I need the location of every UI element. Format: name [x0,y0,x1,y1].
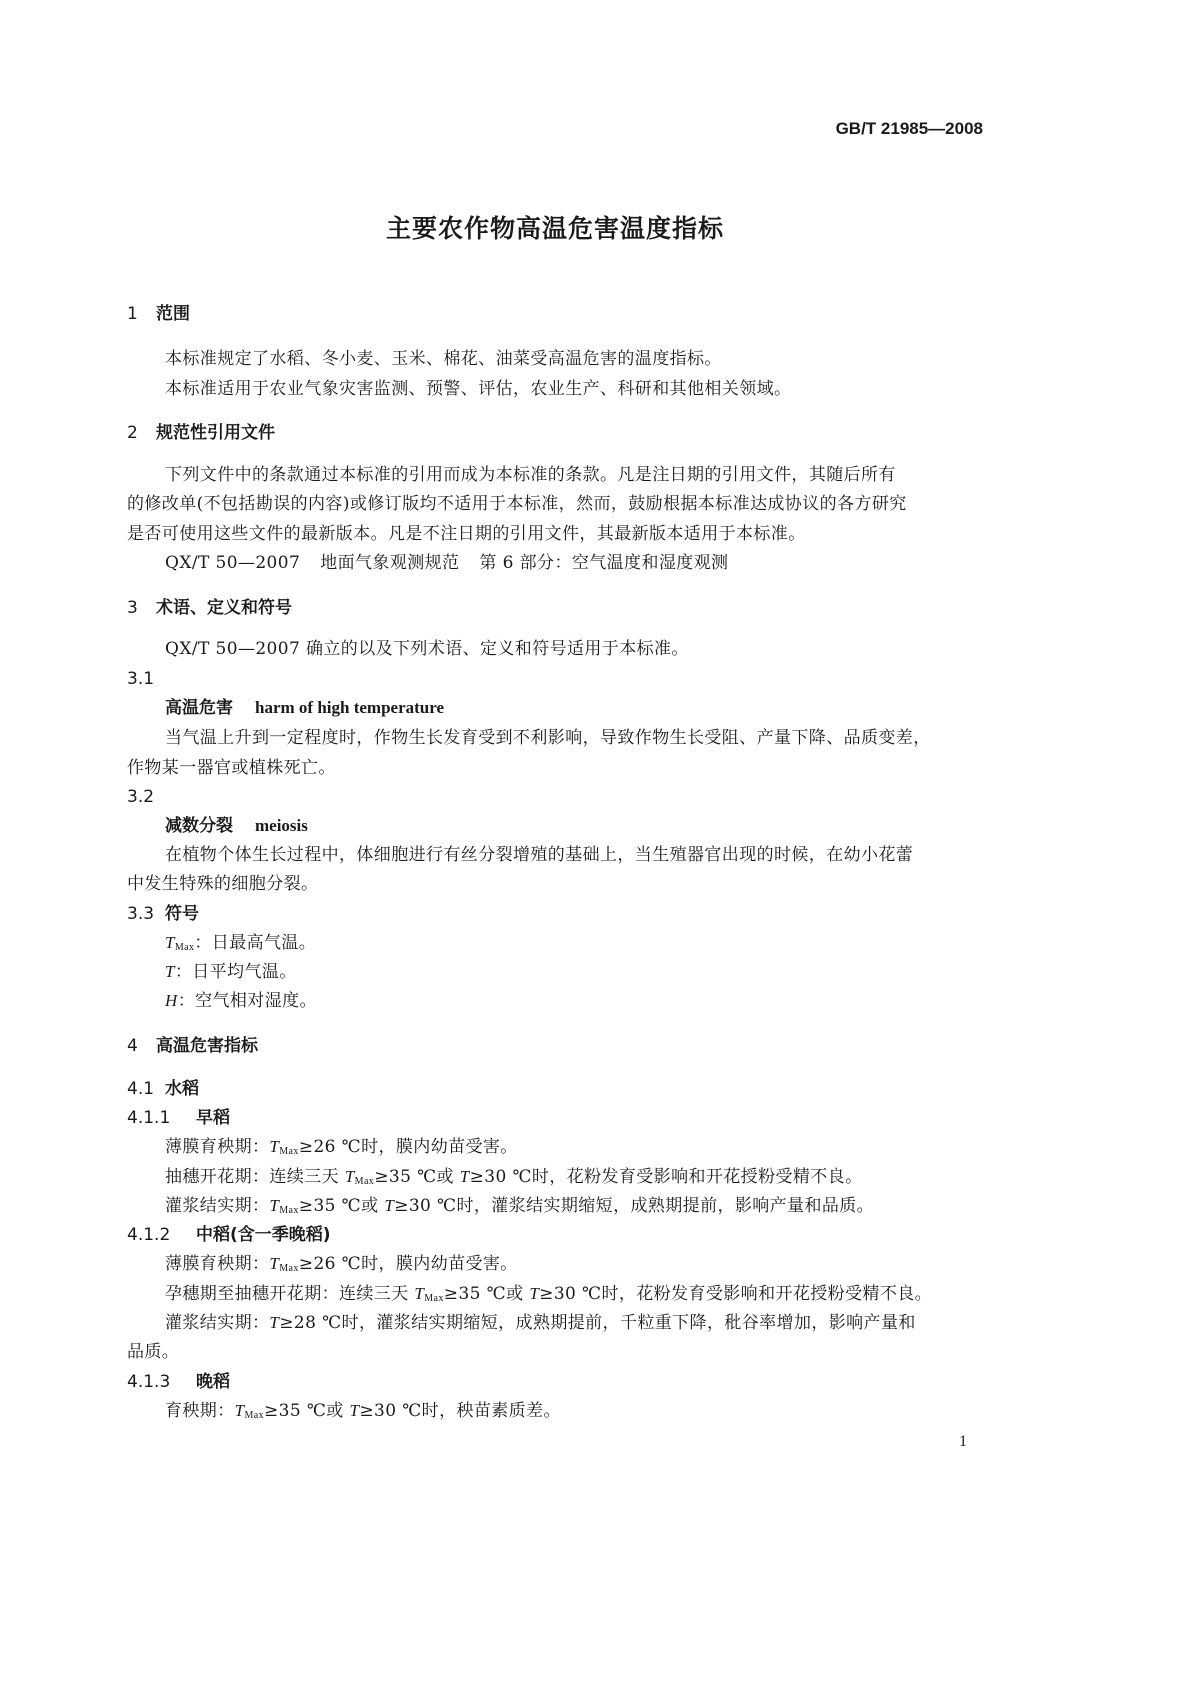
section-3-3-heading [127,903,199,925]
section-2-paragraph-line-1: 下列文件中的条款通过本标准的引用而成为本标准的条款。凡是注日期的引用文件，其随后所有 [165,465,896,485]
middle-rice-grain-filling-line: 灌浆结实期：T≥28 ℃时，灌浆结实期缩短，成熟期提前，千粒重下降，秕谷率增加，影响产量和 [165,1313,916,1333]
section-4-1-heading [127,1078,199,1100]
section-4-1-number: 4.1 [127,1079,155,1099]
section-1-paragraph-2: 本标准适用于农业气象灾害监测、预警、评估，农业生产、科研和其他相关领域。 [165,379,792,399]
section-1-paragraph-1: 本标准规定了水稻、冬小麦、玉米、棉花、油菜受高温危害的温度指标。 [165,349,722,369]
section-4-1-1-heading [127,1107,230,1129]
middle-rice-grain-filling-continued: 品质。 [127,1342,180,1362]
section-2-heading [127,422,275,444]
term-3-2-definition-line-2: 中发生特殊的细胞分裂。 [127,874,319,894]
term-3-2-definition-line-1: 在植物个体生长过程中，体细胞进行有丝分裂增殖的基础上，当生殖器官出现的时候，在幼小花蕾 [165,845,914,865]
standard-code: GB/T 21985—2008 [835,119,983,138]
reference-part: 第 6 部分：空气温度和湿度观测 [479,553,729,573]
symbol-tmax: $T_{Max}$ [269,1137,299,1157]
term-3-2-chinese: 减数分裂 [165,816,233,836]
section-3-intro: QX/T 50—2007 确立的以及下列术语、定义和符号适用于本标准。 [165,639,689,659]
section-3-heading [127,597,292,619]
section-1-number: 1 [127,304,138,324]
section-3-3-title: 符号 [165,904,199,924]
term-3-1-number: 3.1 [127,669,155,689]
symbol-t-description: ：日平均气温。 [174,962,297,982]
symbol-tmax: $T_{Max}$ [344,1167,375,1187]
section-1-title: 范围 [156,304,190,324]
middle-rice-booting-line: 孕穗期至抽穗开花期：连续三天 $T_{Max}\ge 35$ ℃或 T≥30 ℃时，花粉发育受影响和开花授粉受精不良。 [165,1284,933,1304]
section-4-1-2-number: 4.1.2 [127,1225,171,1245]
symbol-t: T [384,1196,395,1215]
symbol-t: T [459,1167,470,1186]
section-4-1-2-title: 中稻(含一季晚稻) [196,1225,331,1245]
term-3-1-english: harm of high temperature [255,698,445,717]
section-4-heading [127,1035,258,1057]
section-4-number: 4 [127,1036,138,1056]
section-4-1-1-number: 4.1.1 [127,1108,171,1128]
symbol-t: T [165,962,175,981]
term-3-1-definition-line-1: 当气温上升到一定程度时，作物生长发育受到不利影响，导致作物生长受阻、产量下降、品质变差， [165,728,931,748]
symbol-tmax-description: ：日最高气温。 [194,933,317,953]
section-2-number: 2 [127,423,138,443]
symbol-h-description: ：空气相对湿度。 [177,991,317,1011]
term-3-1-definition-line-2: 作物某一器官或植株死亡。 [127,758,336,778]
section-4-1-1-title: 早稻 [196,1108,230,1128]
middle-rice-seedling-line: 薄膜育秧期：$T_{Max}\ge 26$ ℃时，膜内幼苗受害。 [165,1254,518,1274]
term-3-2-heading [165,815,308,837]
late-rice-seedling-line: 育秧期：$T_{Max}\ge 35$ ℃或 T≥30 ℃时，秧苗素质差。 [165,1401,561,1421]
term-3-2-english: meiosis [255,816,308,835]
term-3-1-heading [165,697,444,719]
symbol-tmax: $T_{Max}$ [165,933,195,953]
section-2-paragraph-line-3: 是否可使用这些文件的最新版本。凡是不注日期的引用文件，其最新版本适用于本标准。 [127,524,806,544]
symbol-tmax: $T_{Max}$ [269,1254,299,1274]
early-rice-seedling-line: 薄膜育秧期：$T_{Max}\ge 26$ ℃时，膜内幼苗受害。 [165,1137,518,1157]
section-4-1-title: 水稻 [165,1079,199,1099]
section-2-paragraph-line-2: 的修改单(不包括勘误的内容)或修订版均不适用于本标准，然而，鼓励根据本标准达成协议的各方研究 [127,494,907,514]
symbol-h: H [165,991,178,1010]
section-3-title: 术语、定义和符号 [156,598,292,618]
section-3-3-number: 3.3 [127,904,155,924]
symbol-t: T [269,1313,280,1332]
symbol-t: T [529,1284,540,1303]
section-1-heading [127,303,190,325]
term-3-1-chinese: 高温危害 [165,698,233,718]
section-2-title: 规范性引用文件 [156,423,275,443]
reference-title: 地面气象观测规范 [320,553,460,573]
symbol-tmax: $T_{Max}$ [234,1401,264,1421]
section-4-1-3-title: 晚稻 [196,1372,230,1392]
early-rice-grain-filling-line: 灌浆结实期：$T_{Max}\ge 35$ ℃或 T≥30 ℃时，灌浆结实期缩短，成熟期提前，影响产量和品质。 [165,1196,875,1216]
early-rice-heading-flowering-line: 抽穗开花期：连续三天 $T_{Max}\ge 35$ ℃或 T≥30 ℃时，花粉发育受影响和开花授粉受精不良。 [165,1167,863,1187]
section-4-title: 高温危害指标 [156,1036,258,1056]
symbol-tmax: $T_{Max}$ [414,1284,444,1304]
symbol-t-line [165,961,297,983]
section-3-number: 3 [127,598,138,618]
normative-reference [165,552,728,574]
page-number: 1 [959,1433,967,1450]
section-4-1-3-number: 4.1.3 [127,1372,171,1392]
section-4-1-3-heading [127,1371,230,1393]
symbol-h-line [165,990,317,1012]
symbol-t: T [349,1401,360,1420]
reference-code: QX/T 50—2007 [165,553,301,573]
term-3-2-number: 3.2 [127,787,155,807]
symbol-tmax: $T_{Max}$ [269,1196,299,1216]
document-title: 主要农作物高温危害温度指标 [385,214,724,243]
symbol-tmax-line [165,932,316,954]
section-4-1-2-heading [127,1224,331,1246]
